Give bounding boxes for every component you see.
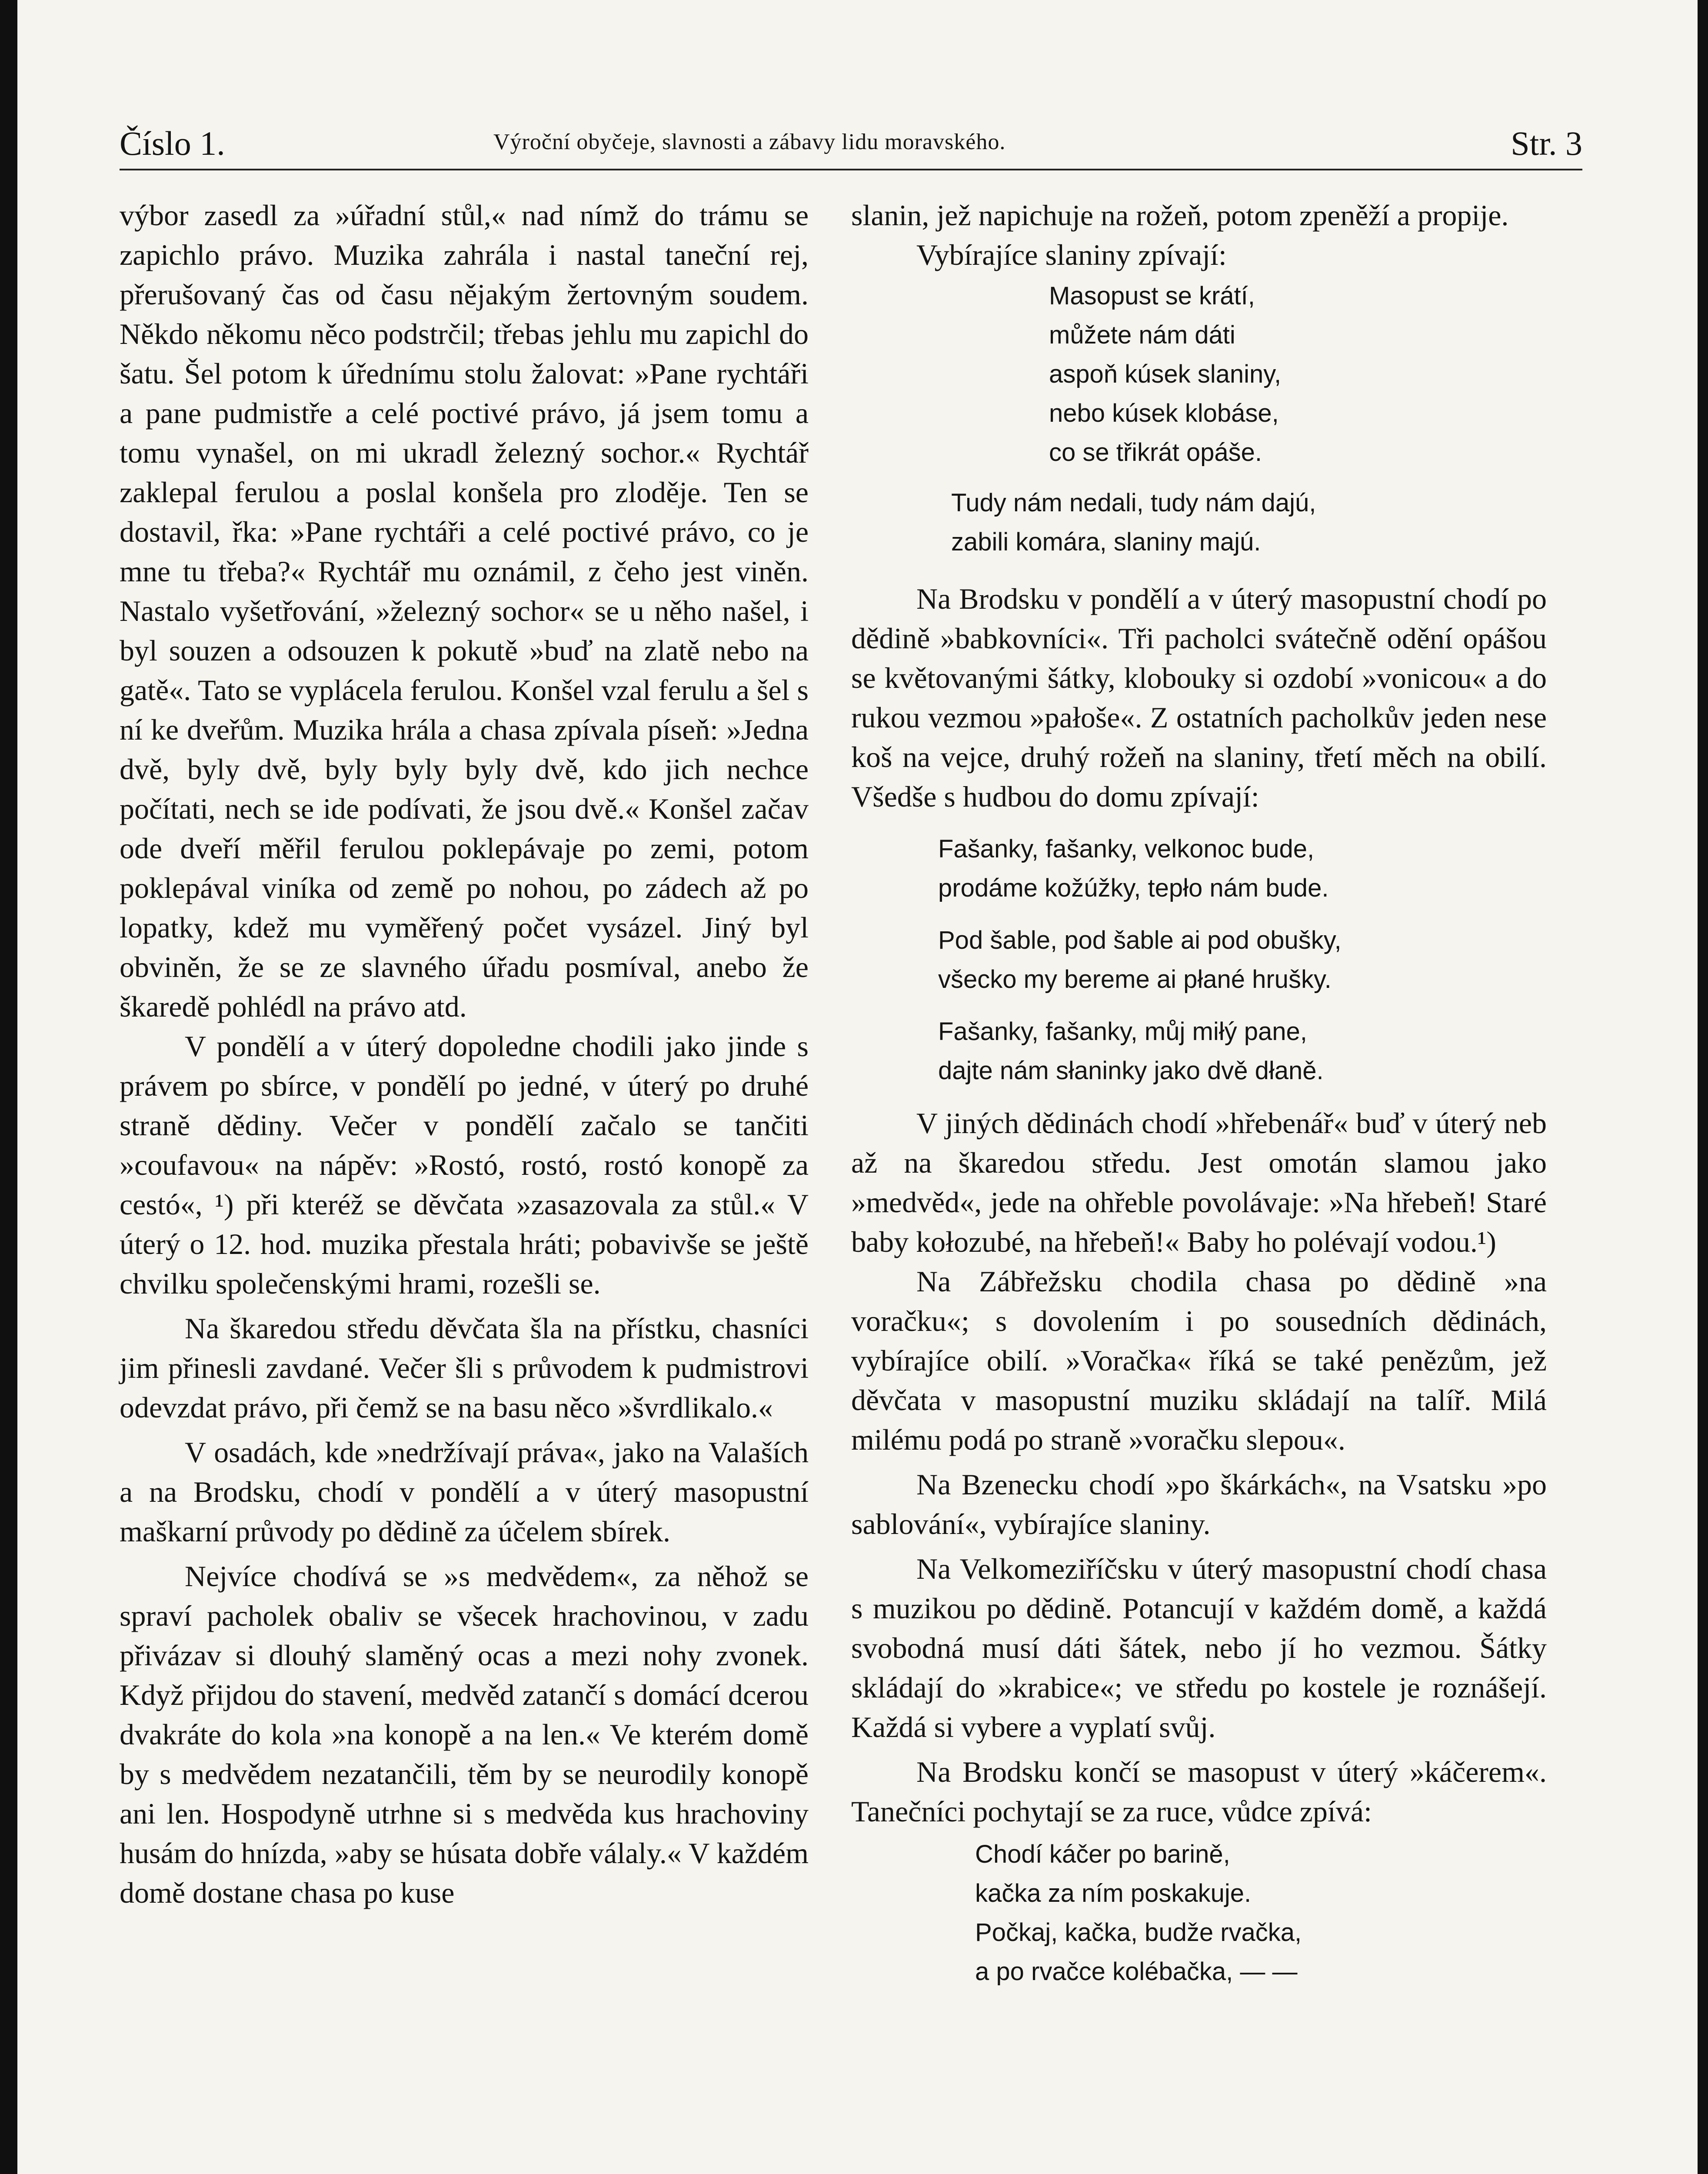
paragraph: Vybírajíce slaniny zpívají: xyxy=(916,238,1227,271)
verse-line: Chodí káčer po barině, xyxy=(975,1840,1230,1868)
verse-line: aspoň kúsek slaniny, xyxy=(1049,360,1282,388)
stanza xyxy=(938,830,1547,908)
verse-line: Fašanky, fašanky, můj miłý pane, xyxy=(938,1017,1307,1046)
verse-line: a po rvačce kolébačka, — — xyxy=(975,1957,1298,1986)
paragraph: Na škaredou středu děvčata šla na přístku, chasníci jim přinesli zavdané. Večer šli s průvodem k pudmistrovi odevzdat právo, při čemž se na basu něco »švrdlikalo.« xyxy=(120,1312,809,1424)
paragraph: Na Zábřežsku chodila chasa po dědině »na voračku«; s dovolením i po sousedních dědinách, vybírajíce obilí. »Voračka« říká se také penězům, jež děvčata v masopustní muziku skládají na talíř. Milá milému podá po straně »voračku slepou«. xyxy=(851,1265,1547,1456)
paragraph: Na Bzenecku chodí »po škárkách«, na Vsatsku »po sablování«, vybírajíce slaniny. xyxy=(851,1468,1547,1540)
verse-kacer xyxy=(975,1835,1547,1991)
verse-line: prodáme kožúžky, tepło nám bude. xyxy=(938,874,1329,902)
paragraph: Na Brodsku v pondělí a v úterý masopustní chodí po dědině »babkovníci«. Tři pacholci svátečně odění opášou se květovanými šátky, klobouky si ozdobí »vonicou« a do rukou vezmou »pałoše«. Z ostatních pacholkův jeden nese koš na vejce, druhý rožeň na slaniny, třetí měch na obilí. Všedše s hudbou do domu zpívají: xyxy=(851,582,1547,813)
verse-line: dajte nám słaninky jako dvě dłaně. xyxy=(938,1057,1324,1085)
stanza xyxy=(938,1012,1547,1090)
verse-line: můžete nám dáti xyxy=(1049,321,1235,349)
verse-line: kačka za ním poskakuje. xyxy=(975,1879,1252,1907)
verse-fasanky xyxy=(938,830,1547,1090)
verse-tudy xyxy=(951,483,1547,562)
verse-line: zabili komára, slaniny majú. xyxy=(951,528,1261,556)
page-number: Str. 3 xyxy=(1511,124,1582,162)
right-column xyxy=(851,196,1547,1991)
paragraph: V osadách, kde »nedržívají práva«, jako na Valaších a na Brodsku, chodí v pondělí a v úterý masopustní maškarní průvody po dědině za účelem sbírek. xyxy=(120,1436,809,1548)
paragraph: V pondělí a v úterý dopoledne chodili jako jinde s právem po sbírce, v pondělí po jedné, v úterý po druhé straně dědiny. Večer v pondělí začalo se tančiti »coufavou« na nápěv: »Rostó, rostó, rostó konopě za cestó«, ¹) při kteréž se děvčata »zasazovala za stůl.« V úterý o 12. hod. muzika přestala hráti; pobavivše se ještě chvilku společenskými hrami, rozešli se. xyxy=(120,1030,809,1300)
scan-border-left xyxy=(0,0,17,2174)
stanza xyxy=(938,921,1547,999)
verse-line: Pod šable, pod šable ai pod obušky, xyxy=(938,926,1342,954)
issue-number: Číslo 1. xyxy=(120,124,225,162)
verse-line: Počkaj, kačka, budže rvačka, xyxy=(975,1918,1302,1947)
paragraph: V jiných dědinách chodí »hřebenář« buď v úterý neb až na škaredou středu. Jest omotán slamou jako »medvěd«, jede na ohřeble povolávaje: »Na hřebeň! Staré baby kołozubé, na hřebeň!« Baby ho polévají vodou.¹) xyxy=(851,1107,1547,1258)
running-header xyxy=(120,120,1582,167)
verse-line: co se třikrát opáše. xyxy=(1049,438,1262,467)
paragraph: slanin, jež napichuje na rožeň, potom zpeněží a propije. xyxy=(851,199,1509,232)
paragraph: Na Brodsku končí se masopust v úterý »káčerem«. Tanečníci pochytají se za ruce, vůdce zpívá: xyxy=(851,1755,1547,1828)
verse-line: nebo kúsek klobáse, xyxy=(1049,399,1279,427)
verse-masopust xyxy=(1049,277,1547,472)
paragraph: Na Velkomeziříčsku v úterý masopustní chodí chasa s muzikou po dědině. Potancují v každém domě, a každá svobodná musí dáti šátek, nebo jí ho vezmou. Šátky skládají do »krabice«; ve středu po kostele je roznášejí. Každá si vybere a vyplatí svůj. xyxy=(851,1552,1547,1744)
paragraph: Nejvíce chodívá se »s medvědem«, za něhož se spraví pacholek obaliv se všecek hrachovinou, v zadu přivázav si dlouhý slaměný ocas a mezi nohy zvonek. Když přijdou do stavení, medvěd zatančí s domácí dcerou dvakráte do kola »na konopě a na len.« Ve kterém domě by s medvědem nezatančili, těm by se neurodily konopě ani len. Hospodyně utrhne si s medvěda kus hrachoviny husám do hnízda, »aby se húsata dobře válaly.« V každém domě dostane chasa po kuse xyxy=(120,1560,809,1909)
verse-line: Tudy nám nedali, tudy nám dajú, xyxy=(951,489,1316,517)
scan-border-right xyxy=(1698,0,1708,2174)
verse-line: Fašanky, fašanky, velkonoc bude, xyxy=(938,835,1315,863)
header-rule xyxy=(120,169,1582,170)
verse-line: všecko my bereme ai płané hrušky. xyxy=(938,965,1332,994)
left-column xyxy=(120,196,809,1913)
running-title: Výroční obyčeje, slavnosti a zábavy lidu moravského. xyxy=(493,130,1006,154)
verse-line: Masopust se krátí, xyxy=(1049,282,1255,310)
paragraph: výbor zasedl za »úřadní stůl,« nad nímž do trámu se zapichlo právo. Muzika zahrála i nastal taneční rej, přerušovaný čas od času nějakým žertovným soudem. Někdo někomu něco podstrčil; třebas jehlu mu zapichl do šatu. Šel potom k úřednímu stolu žalovat: »Pane rychtáři a pane pudmistře a celé poctivé právo, já jsem tomu a tomu vynašel, on mi ukradl železný sochor.« Rychtář zaklepal ferulou a poslal konšela pro zloděje. Ten se dostavil, řka: »Pane rychtáři a celé poctivé právo, co je mne tu třeba?« Rychtář mu oznámil, z čeho jest viněn. Nastalo vyšetřování, »železný sochor« se u něho našel, i byl souzen a odsouzen k pokutě »buď na zlatě nebo na gatě«. Tato se vyplácela ferulou. Konšel vzal ferulu a šel s ní ke dveřům. Muzika hrála a chasa zpívala píseň: »Jedna dvě, byly dvě, byly byly byly dvě, kdo jich nechce počítati, nech se ide podívati, že jsou dvě.« Konšel začav ode dveří měřil ferulou poklepávaje po zemi, potom poklepával viníka od země po nohou, po zádech až po lopatky, kdež mu vyměřený počet vysázel. Jiný byl obviněn, že se ze slavného úřadu posmíval, anebo že škaredě pohlédl na právo atd. xyxy=(120,199,809,1023)
